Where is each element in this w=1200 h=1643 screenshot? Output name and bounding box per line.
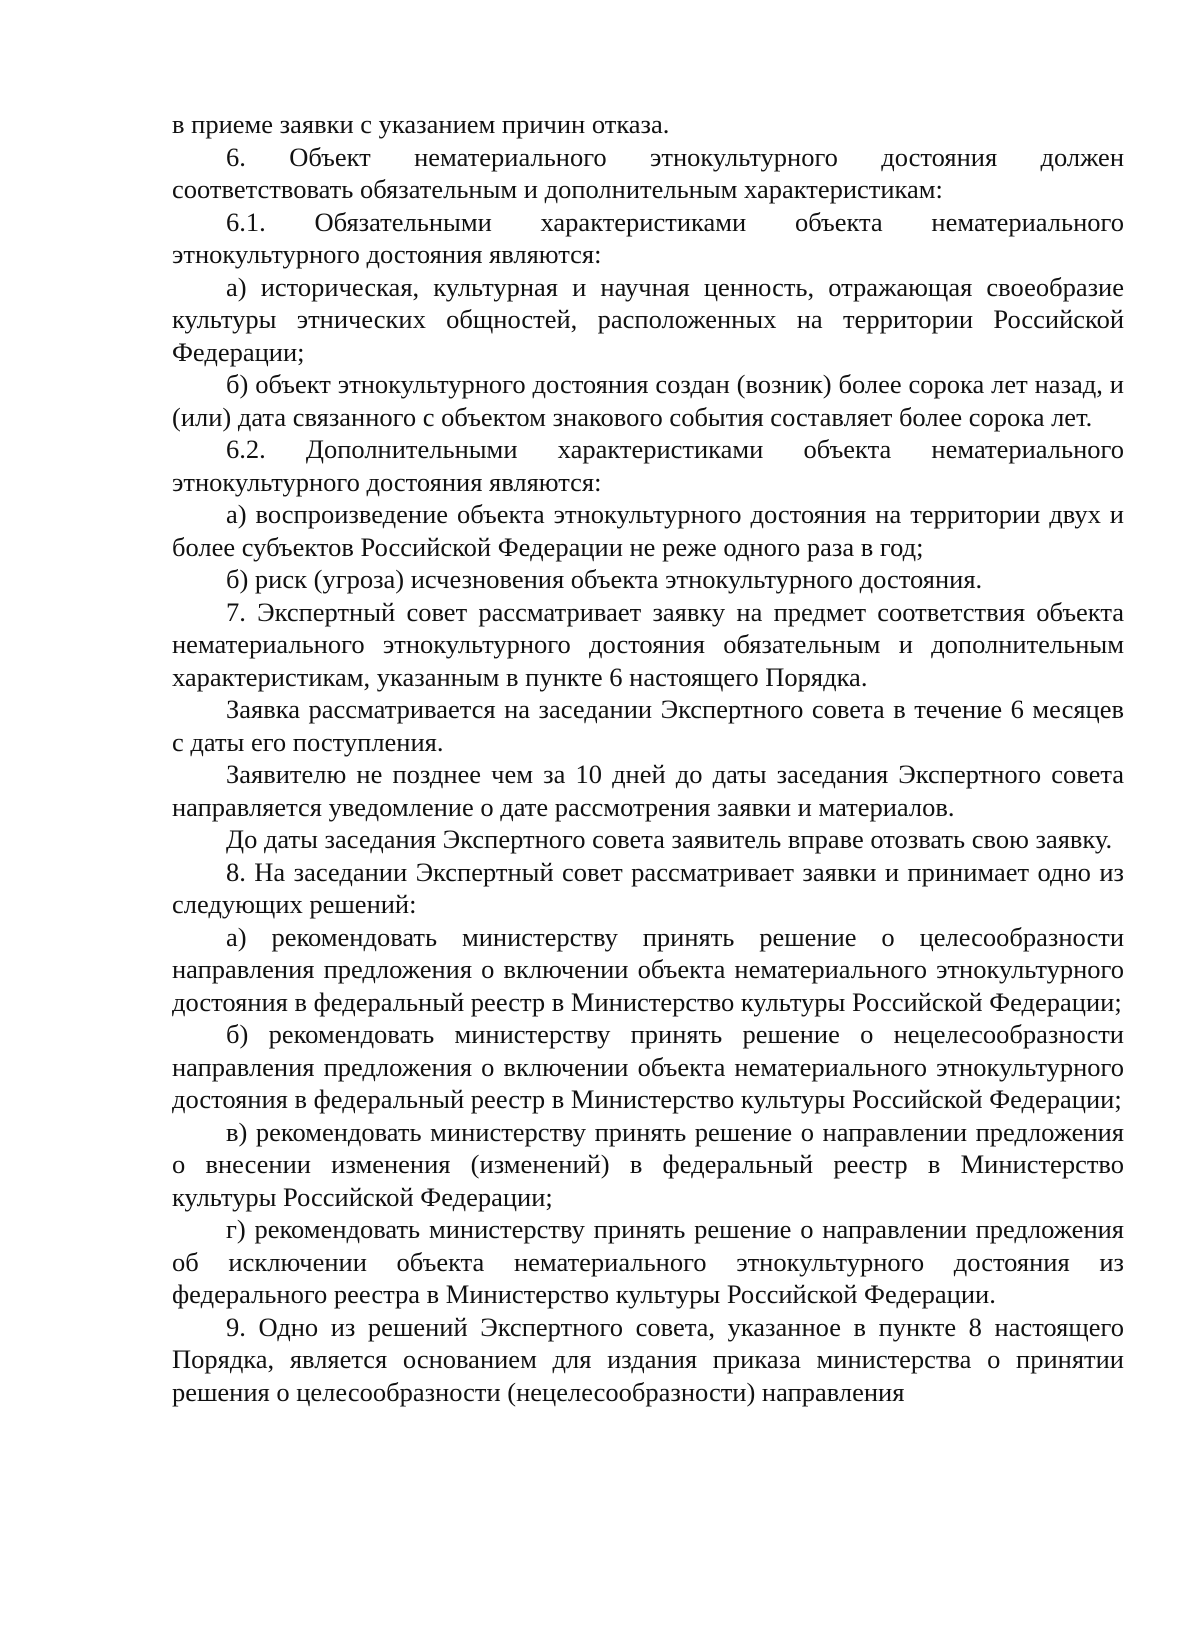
paragraph-item-6-2-a: а) воспроизведение объекта этнокультурного достояния на территории двух и более субъектов Российской Федерации не реже одного раза в год; [172,499,1124,562]
paragraph-item-6-1: 6.1. Обязательными характеристиками объекта нематериального этнокультурного достояния являются: [172,206,1124,269]
paragraph-item-6-2-b: б) риск (угроза) исчезновения объекта этнокультурного достояния. [226,564,983,594]
paragraph-item-6-1-b: б) объект этнокультурного достояния создан (возник) более сорока лет назад, и (или) дата связанного с объектом знакового события составляет более сорока лет. [172,369,1124,432]
paragraph-item-6-1-a: а) историческая, культурная и научная ценность, отражающая своеобразие культуры этнических общностей, расположенных на территории Российской Федерации; [172,271,1124,367]
paragraph-item-7-notice: Заявителю не позднее чем за 10 дней до даты заседания Экспертного совета направляется уведомление о дате рассмотрения заявки и материалов. [172,759,1124,822]
paragraph-continuation: в приеме заявки с указанием причин отказа. [172,109,670,139]
paragraph-item-8-g: г) рекомендовать министерству принять решение о направлении предложения об исключении объекта нематериального этнокультурного достояния из федерального реестра в Министерство культуры Российской Федерации. [172,1214,1124,1309]
paragraph-item-6: 6. Объект нематериального этнокультурного достояния должен соответствовать обязательным и дополнительным характеристикам: [172,141,1124,204]
paragraph-item-7-withdraw: До даты заседания Экспертного совета заявитель вправе отозвать свою заявку. [226,824,1113,854]
paragraph-item-8: 8. На заседании Экспертный совет рассматривает заявки и принимает одно из следующих решений: [172,856,1124,919]
paragraph-item-8-a: а) рекомендовать министерству принять решение о целесообразности направления предложения о включении объекта нематериального этнокультурного достояния в федеральный реестр в Министерство культуры Российской Федерации; [172,921,1124,1017]
paragraph-item-9: 9. Одно из решений Экспертного совета, указанное в пункте 8 настоящего Порядка, является основанием для издания приказа министерства о принятии решения о целесообразности (нецелесообразности) направления [172,1311,1124,1407]
paragraph-item-8-v: в) рекомендовать министерству принять решение о направлении предложения о внесении изменения (изменений) в федеральный реестр в Министерство культуры Российской Федерации; [172,1116,1124,1212]
document-body [172,108,1124,1408]
paragraph-item-8-b: б) рекомендовать министерству принять решение о нецелесообразности направления предложения о включении объекта нематериального этнокультурного достояния в федеральный реестр в Министерство культуры Российской Федерации; [172,1019,1124,1114]
paragraph-item-6-2: 6.2. Дополнительными характеристиками объекта нематериального этнокультурного достояния являются: [172,434,1124,497]
paragraph-item-7-term: Заявка рассматривается на заседании Экспертного совета в течение 6 месяцев с даты его поступления. [172,694,1124,757]
paragraph-item-7: 7. Экспертный совет рассматривает заявку на предмет соответствия объекта нематериального этнокультурного достояния обязательным и дополнительным характеристикам, указанным в пункте 6 настоящего Порядка. [172,596,1124,692]
